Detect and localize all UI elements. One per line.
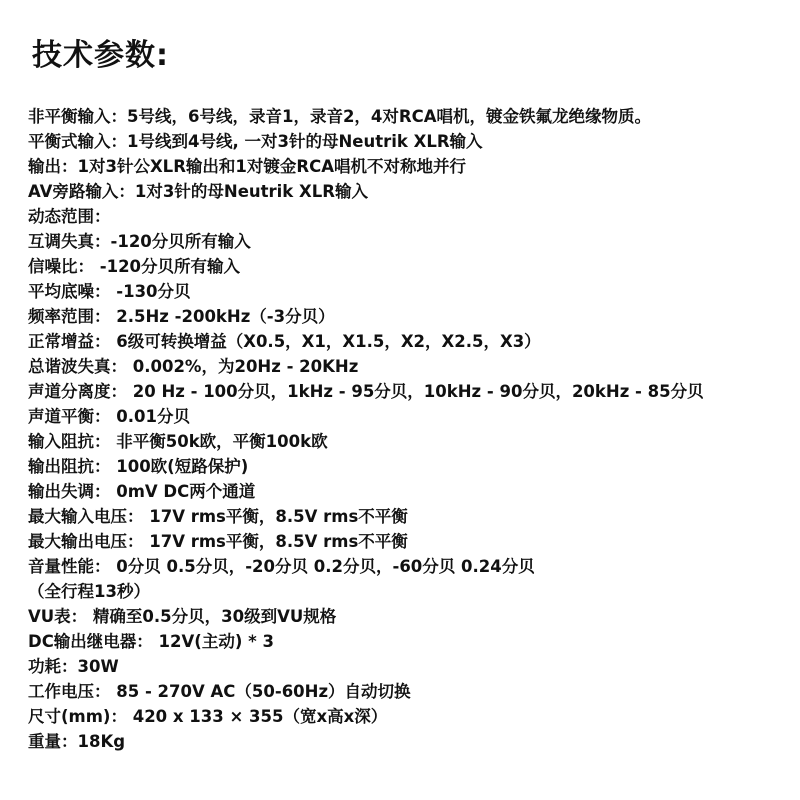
spec-line: DC输出继电器： 12V(主动) * 3 bbox=[28, 632, 274, 651]
spec-line: 平衡式输入：1号线到4号线, 一对3针的母Neutrik XLR输入 bbox=[28, 132, 483, 151]
spec-line: 动态范围： bbox=[28, 207, 111, 226]
spec-line: 频率范围： 2.5Hz -200kHz（-3分贝） bbox=[28, 307, 335, 326]
spec-line: 功耗：30W bbox=[28, 657, 119, 676]
spec-line: 声道分离度： 20 Hz - 100分贝，1kHz - 95分贝，10kHz - 90分贝，20kHz - 85分贝 bbox=[28, 382, 704, 401]
spec-line: 输入阻抗： 非平衡50k欧，平衡100k欧 bbox=[28, 432, 328, 451]
spec-line: 工作电压： 85 - 270V AC（50-60Hz）自动切换 bbox=[28, 682, 411, 701]
page-title: 技术参数: bbox=[32, 38, 169, 73]
spec-line: 输出：1对3针公XLR输出和1对镀金RCA唱机不对称地并行 bbox=[28, 157, 466, 176]
spec-list bbox=[28, 104, 798, 754]
spec-line: 最大输出电压： 17V rms平衡，8.5V rms不平衡 bbox=[28, 532, 408, 551]
spec-line: 互调失真：-120分贝所有输入 bbox=[28, 232, 251, 251]
spec-line: 重量：18Kg bbox=[28, 732, 126, 751]
spec-line: 声道平衡： 0.01分贝 bbox=[28, 407, 190, 426]
spec-line: 非平衡输入：5号线，6号线，录音1，录音2，4对RCA唱机，镀金铁氟龙绝缘物质。 bbox=[28, 107, 651, 126]
spec-line: （全行程13秒） bbox=[28, 582, 150, 601]
spec-line: VU表： 精确至0.5分贝，30级到VU规格 bbox=[28, 607, 337, 626]
spec-line: 正常增益： 6级可转换增益（X0.5，X1，X1.5，X2，X2.5，X3） bbox=[28, 332, 541, 351]
spec-line: 输出失调： 0mV DC两个通道 bbox=[28, 482, 256, 501]
spec-line: 信噪比： -120分贝所有输入 bbox=[28, 257, 241, 276]
spec-line: 尺寸(mm)： 420 x 133 × 355（宽x高x深） bbox=[28, 707, 388, 726]
spec-line: 总谐波失真： 0.002%，为20Hz - 20KHz bbox=[28, 357, 359, 376]
spec-line: 输出阻抗： 100欧(短路保护) bbox=[28, 457, 249, 476]
spec-line: AV旁路输入：1对3针的母Neutrik XLR输入 bbox=[28, 182, 368, 201]
spec-line: 音量性能： 0分贝 0.5分贝，-20分贝 0.2分贝，-60分贝 0.24分贝 bbox=[28, 557, 535, 576]
spec-line: 平均底噪： -130分贝 bbox=[28, 282, 191, 301]
spec-line: 最大输入电压： 17V rms平衡，8.5V rms不平衡 bbox=[28, 507, 408, 526]
